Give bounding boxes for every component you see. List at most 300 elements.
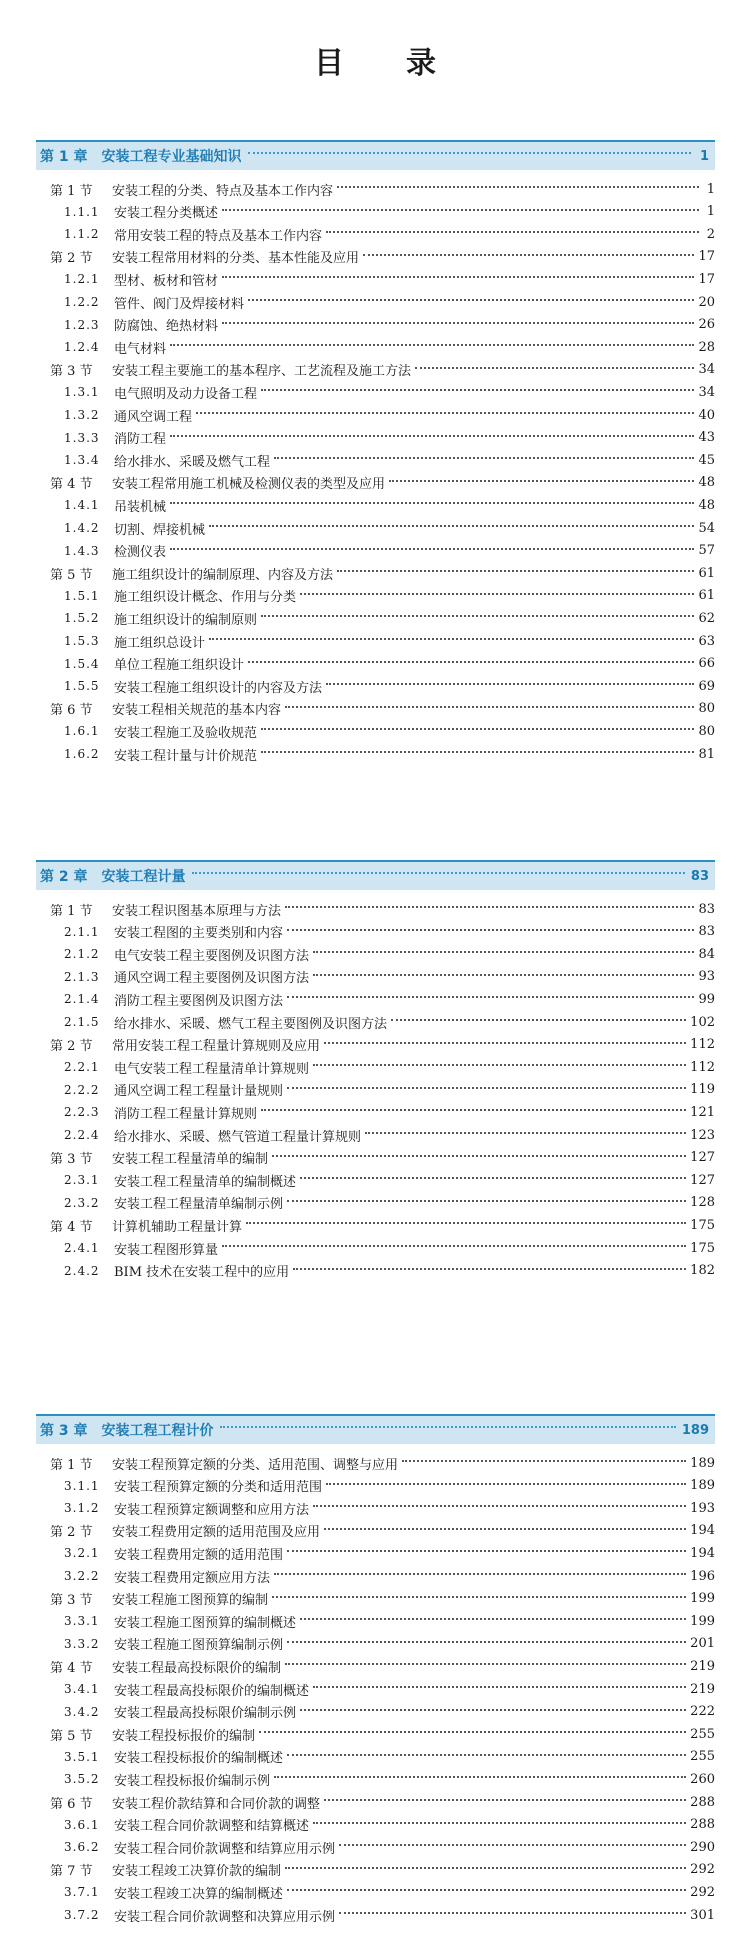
entry-number: 2.1.3 (64, 969, 100, 984)
entry-title: 电气安装工程工程量清单计算规则 (114, 1061, 310, 1077)
section-entry[interactable] (50, 1859, 715, 1881)
entry-title: 安装工程费用定额的适用范围 (114, 1547, 284, 1563)
dot-leader (337, 186, 699, 188)
entry-number: 1.1.2 (64, 227, 100, 242)
dot-leader (261, 1109, 686, 1111)
entry-number: 3.7.2 (64, 1908, 100, 1922)
entry-title: 给水排水、采暖、燃气工程主要图例及识图方法 (114, 1016, 388, 1032)
entry-number: 2.4.2 (64, 1263, 100, 1278)
entry-number: 第 7 节 (50, 1864, 93, 1880)
dot-leader (300, 1618, 686, 1620)
entry-page-number: 182 (690, 1263, 715, 1279)
subsection-entry[interactable] (64, 720, 715, 742)
dot-leader (326, 683, 694, 685)
entry-title: 电气照明及动力设备工程 (114, 386, 258, 402)
dot-leader (170, 344, 694, 346)
dot-leader (324, 1042, 686, 1044)
subsection-entry[interactable] (64, 743, 715, 765)
entry-page-number: 199 (690, 1613, 715, 1629)
page-title (0, 38, 750, 82)
section-entry[interactable] (50, 1147, 715, 1169)
dot-leader (402, 1460, 686, 1462)
dot-leader (170, 435, 694, 437)
entry-title: 安装工程费用定额应用方法 (114, 1570, 271, 1586)
entry-title: 安装工程投标报价编制示例 (114, 1773, 271, 1789)
entry-page-number: 292 (690, 1884, 715, 1900)
dot-leader (259, 1731, 686, 1733)
entry-title: 安装工程识图基本原理与方法 (112, 903, 282, 919)
entry-page-number: 40 (698, 407, 715, 423)
dot-leader (300, 1709, 686, 1711)
entry-title: 切割、焊接机械 (114, 522, 206, 538)
entry-number: 第 6 节 (50, 1796, 93, 1812)
subsection-entry[interactable] (64, 1746, 715, 1768)
title-char-2: 录 (406, 46, 436, 81)
entry-title: 安装工程主要施工的基本程序、工艺流程及施工方法 (112, 364, 412, 380)
entry-page-number: 61 (698, 588, 715, 604)
dot-leader (287, 1087, 686, 1089)
chapter-heading[interactable] (36, 860, 715, 890)
entry-number: 第 1 节 (50, 1457, 93, 1473)
entry-page-number: 28 (698, 339, 715, 355)
dot-leader (365, 1132, 686, 1134)
entry-page-number: 57 (698, 543, 715, 559)
entry-page-number: 123 (690, 1127, 715, 1143)
section-entry[interactable] (50, 1655, 715, 1677)
entry-title: 安装工程最高投标限价编制示例 (114, 1706, 297, 1722)
entry-title: 防腐蚀、绝热材料 (114, 319, 219, 335)
section-entry[interactable] (50, 1588, 715, 1610)
entry-page-number: 288 (690, 1817, 715, 1833)
dot-leader (324, 1799, 686, 1801)
entry-title: 安装工程费用定额的适用范围及应用 (112, 1525, 321, 1541)
entry-number: 第 3 节 (50, 1152, 93, 1168)
dot-leader (313, 951, 694, 953)
subsection-entry[interactable] (64, 223, 715, 245)
entry-number: 1.4.1 (64, 498, 100, 513)
section-entry[interactable] (50, 178, 715, 200)
entry-number: 1.5.5 (64, 679, 100, 694)
subsection-entry[interactable] (64, 449, 715, 471)
entry-page-number: 1 (706, 181, 715, 197)
entry-number: 1.5.4 (64, 656, 100, 671)
entry-title: 安装工程图的主要类别和内容 (114, 926, 284, 942)
subsection-entry[interactable] (64, 607, 715, 629)
entry-page-number: 222 (690, 1704, 715, 1720)
entry-page-number: 93 (698, 969, 715, 985)
dot-leader (326, 231, 699, 233)
subsection-entry[interactable] (64, 1701, 715, 1723)
entry-number: 1.1.1 (64, 204, 100, 219)
entry-page-number: 34 (698, 384, 715, 400)
entry-number: 第 3 节 (50, 364, 93, 380)
section-entry[interactable] (50, 1214, 715, 1236)
entry-title: 安装工程投标报价的编制 (112, 1728, 256, 1744)
entry-number: 2.4.1 (64, 1241, 100, 1255)
entry-page-number: 292 (690, 1862, 715, 1878)
entry-number: 1.5.3 (64, 634, 100, 648)
entry-number: 3.1.2 (64, 1501, 100, 1516)
entry-number: 1.2.4 (64, 340, 100, 355)
subsection-entry[interactable] (64, 675, 715, 697)
subsection-entry[interactable] (64, 1056, 715, 1078)
chapter-title: 第 3 章 安装工程工程计价 (40, 1423, 214, 1439)
dot-leader (248, 152, 692, 154)
entry-title: 安装工程分类概述 (114, 206, 219, 222)
entry-page-number: 69 (698, 678, 715, 694)
dot-leader (196, 412, 694, 414)
subsection-entry[interactable] (64, 1260, 715, 1282)
entry-number: 3.3.2 (64, 1636, 100, 1651)
entry-page-number: 121 (690, 1104, 715, 1120)
entry-page-number: 201 (690, 1636, 715, 1652)
subsection-entry[interactable] (64, 1565, 715, 1587)
dot-leader (274, 457, 694, 459)
dot-leader (287, 1200, 686, 1202)
entry-number: 3.4.1 (64, 1682, 100, 1696)
entry-page-number: 288 (690, 1794, 715, 1810)
entry-title: 管件、阀门及焊接材料 (114, 296, 245, 312)
entry-title: 电气安装工程主要图例及识图方法 (114, 948, 310, 964)
chapter-heading[interactable] (36, 1414, 715, 1444)
subsection-entry[interactable] (64, 1192, 715, 1214)
section-entry[interactable] (50, 562, 715, 584)
chapter-title: 第 1 章 安装工程专业基础知识 (40, 149, 242, 165)
entry-title: 施工组织总设计 (114, 635, 206, 651)
entry-number: 1.3.3 (64, 430, 100, 445)
dot-leader (287, 929, 694, 931)
chapter-page-number: 1 (699, 148, 709, 164)
dot-leader (220, 1426, 676, 1428)
entry-number: 1.2.1 (64, 272, 100, 287)
section-entry[interactable] (50, 1723, 715, 1745)
dot-leader (415, 367, 694, 369)
entry-number: 2.1.4 (64, 992, 100, 1007)
section-entry[interactable] (50, 359, 715, 381)
section-entry[interactable] (50, 472, 715, 494)
entry-title: 通风空调工程工程量计量规则 (114, 1084, 284, 1100)
entry-number: 1.3.1 (64, 385, 100, 400)
entry-number: 1.5.2 (64, 611, 100, 626)
entry-page-number: 196 (690, 1568, 715, 1584)
entry-page-number: 80 (698, 723, 715, 739)
entry-page-number: 301 (690, 1907, 715, 1923)
entry-number: 第 2 节 (50, 1525, 93, 1541)
entry-title: 安装工程施工组织设计的内容及方法 (114, 680, 323, 696)
entry-title: 安装工程预算定额调整和应用方法 (114, 1502, 310, 1518)
dot-leader (287, 996, 694, 998)
entry-title: 安装工程施工图预算的编制概述 (114, 1615, 297, 1631)
entry-number: 2.3.2 (64, 1195, 100, 1210)
entry-page-number: 34 (698, 362, 715, 378)
section-entry[interactable] (50, 246, 715, 268)
entry-number: 3.1.1 (64, 1478, 100, 1493)
entry-title: 给水排水、采暖及燃气工程 (114, 454, 271, 470)
subsection-entry[interactable] (64, 427, 715, 449)
dot-leader (300, 1177, 686, 1179)
entry-page-number: 189 (690, 1478, 715, 1494)
subsection-entry[interactable] (64, 921, 715, 943)
subsection-entry[interactable] (64, 314, 715, 336)
subsection-entry[interactable] (64, 517, 715, 539)
chapter-heading[interactable] (36, 140, 715, 170)
entry-page-number: 48 (698, 497, 715, 513)
dot-leader (324, 1528, 686, 1530)
entry-title: 通风空调工程 (114, 409, 193, 425)
entry-page-number: 194 (690, 1523, 715, 1539)
entry-number: 2.1.1 (64, 924, 100, 939)
entry-number: 3.5.1 (64, 1749, 100, 1764)
entry-title: 电气材料 (114, 341, 167, 357)
dot-leader (389, 480, 694, 482)
entry-number: 1.4.3 (64, 543, 100, 558)
dot-leader (337, 570, 694, 572)
entry-title: BIM 技术在安装工程中的应用 (114, 1265, 290, 1281)
subsection-entry[interactable] (64, 1169, 715, 1191)
title-char-1: 目 (314, 46, 344, 81)
subsection-entry[interactable] (64, 1904, 715, 1926)
entry-page-number: 45 (698, 452, 715, 468)
entry-title: 安装工程预算定额的分类、适用范围、调整与应用 (112, 1457, 399, 1473)
entry-number: 第 4 节 (50, 477, 93, 493)
entry-page-number: 81 (698, 746, 715, 762)
dot-leader (285, 1867, 686, 1869)
subsection-entry[interactable] (64, 1497, 715, 1519)
entry-title: 安装工程竣工决算的编制概述 (114, 1886, 284, 1902)
entry-page-number: 112 (690, 1059, 715, 1075)
entry-number: 1.6.1 (64, 724, 100, 739)
entry-number: 第 5 节 (50, 1728, 93, 1744)
entry-number: 1.2.2 (64, 295, 100, 309)
entry-title: 吊装机械 (114, 499, 167, 515)
subsection-entry[interactable] (64, 988, 715, 1010)
subsection-entry[interactable] (64, 268, 715, 290)
entry-page-number: 43 (698, 430, 715, 446)
entry-number: 第 4 节 (50, 1660, 93, 1676)
entry-number: 3.2.1 (64, 1546, 100, 1561)
dot-leader (285, 906, 694, 908)
entry-page-number: 99 (698, 991, 715, 1007)
subsection-entry[interactable] (64, 1475, 715, 1497)
dot-leader (313, 1064, 686, 1066)
entry-number: 第 1 节 (50, 903, 93, 919)
entry-number: 1.3.4 (64, 453, 100, 468)
dot-leader (293, 1268, 686, 1270)
entry-title: 施工组织设计的编制原理、内容及方法 (112, 567, 334, 583)
section-entry[interactable] (50, 1034, 715, 1056)
subsection-entry[interactable] (64, 1237, 715, 1259)
subsection-entry[interactable] (64, 291, 715, 313)
entry-page-number: 127 (690, 1172, 715, 1188)
entry-title: 安装工程合同价款调整和结算概述 (114, 1819, 310, 1835)
chapter-page-number: 83 (690, 868, 709, 884)
entry-number: 第 1 节 (50, 183, 93, 199)
section-entry[interactable] (50, 1520, 715, 1542)
dot-leader (339, 1844, 686, 1846)
subsection-entry[interactable] (64, 404, 715, 426)
chapter-title: 第 2 章 安装工程计量 (40, 869, 186, 885)
entry-title: 安装工程工程量清单编制示例 (114, 1197, 284, 1213)
entry-page-number: 17 (698, 271, 715, 287)
entry-title: 安装工程施工图预算的编制 (112, 1593, 269, 1609)
entry-page-number: 290 (690, 1839, 715, 1855)
entry-page-number: 62 (698, 610, 715, 626)
entry-number: 2.2.3 (64, 1105, 100, 1120)
dot-leader (222, 1245, 686, 1247)
entry-title: 安装工程图形算量 (114, 1242, 219, 1258)
entry-number: 1.2.3 (64, 317, 100, 332)
entry-title: 检测仪表 (114, 545, 167, 561)
dot-leader (300, 593, 694, 595)
entry-number: 3.5.2 (64, 1772, 100, 1787)
dot-leader (313, 974, 694, 976)
entry-page-number: 219 (690, 1658, 715, 1674)
entry-title: 安装工程投标报价的编制概述 (114, 1751, 284, 1767)
subsection-entry[interactable] (64, 1011, 715, 1033)
entry-page-number: 175 (690, 1240, 715, 1256)
dot-leader (248, 299, 694, 301)
section-entry[interactable] (50, 698, 715, 720)
entry-page-number: 83 (698, 924, 715, 940)
entry-number: 1.5.1 (64, 588, 100, 603)
entry-title: 安装工程竣工决算价款的编制 (112, 1864, 282, 1880)
dot-leader (246, 1222, 686, 1224)
subsection-entry[interactable] (64, 1881, 715, 1903)
entry-page-number: 83 (698, 901, 715, 917)
entry-title: 安装工程最高投标限价的编制概述 (114, 1683, 310, 1699)
entry-title: 给水排水、采暖、燃气管道工程量计算规则 (114, 1129, 362, 1145)
entry-page-number: 1 (706, 204, 715, 220)
dot-leader (287, 1754, 686, 1756)
entry-number: 2.3.1 (64, 1173, 100, 1188)
subsection-entry[interactable] (64, 943, 715, 965)
entry-page-number: 219 (690, 1681, 715, 1697)
dot-leader (261, 751, 694, 753)
dot-leader (285, 1663, 686, 1665)
entry-number: 第 5 节 (50, 567, 93, 583)
entry-page-number: 119 (690, 1082, 715, 1098)
entry-number: 3.3.1 (64, 1614, 100, 1629)
entry-title: 消防工程工程量计算规则 (114, 1106, 258, 1122)
entry-title: 常用安装工程工程量计算规则及应用 (112, 1039, 321, 1055)
entry-title: 单位工程施工组织设计 (114, 658, 245, 674)
subsection-entry[interactable] (64, 1610, 715, 1632)
subsection-entry[interactable] (64, 1814, 715, 1836)
section-entry[interactable] (50, 898, 715, 920)
entry-page-number: 194 (690, 1545, 715, 1561)
subsection-entry[interactable] (64, 540, 715, 562)
subsection-entry[interactable] (64, 336, 715, 358)
entry-number: 1.3.2 (64, 408, 100, 422)
entry-title: 型材、板材和管材 (114, 273, 219, 289)
subsection-entry[interactable] (64, 1678, 715, 1700)
entry-title: 安装工程相关规范的基本内容 (112, 703, 282, 719)
entry-page-number: 102 (690, 1014, 715, 1030)
entry-title: 安装工程计量与计价规范 (114, 748, 258, 764)
entry-title: 安装工程合同价款调整和决算应用示例 (114, 1909, 336, 1925)
subsection-entry[interactable] (64, 630, 715, 652)
entry-page-number: 63 (698, 633, 715, 649)
dot-leader (391, 1019, 686, 1021)
dot-leader (222, 209, 699, 211)
dot-leader (261, 389, 694, 391)
entry-number: 2.1.5 (64, 1015, 100, 1029)
dot-leader (274, 1776, 686, 1778)
entry-page-number: 175 (690, 1217, 715, 1233)
dot-leader (326, 1483, 686, 1485)
dot-leader (313, 1686, 686, 1688)
entry-title: 安装工程常用材料的分类、基本性能及应用 (112, 251, 360, 267)
entry-page-number: 48 (698, 475, 715, 491)
entry-title: 安装工程工程量清单的编制概述 (114, 1174, 297, 1190)
entry-page-number: 20 (698, 294, 715, 310)
dot-leader (209, 638, 694, 640)
dot-leader (170, 502, 694, 504)
subsection-entry[interactable] (64, 966, 715, 988)
entry-title: 安装工程价款结算和合同价款的调整 (112, 1796, 321, 1812)
subsection-entry[interactable] (64, 494, 715, 516)
entry-page-number: 128 (690, 1195, 715, 1211)
entry-title: 安装工程的分类、特点及基本工作内容 (112, 183, 334, 199)
entry-number: 3.4.2 (64, 1704, 100, 1719)
entry-page-number: 2 (706, 226, 715, 242)
entry-title: 安装工程施工图预算编制示例 (114, 1638, 284, 1654)
dot-leader (313, 1822, 686, 1824)
subsection-entry[interactable] (64, 1124, 715, 1146)
entry-page-number: 112 (690, 1037, 715, 1053)
subsection-entry[interactable] (64, 1836, 715, 1858)
dot-leader (248, 661, 694, 663)
dot-leader (261, 728, 694, 730)
entry-page-number: 54 (698, 520, 715, 536)
dot-leader (339, 1912, 686, 1914)
subsection-entry[interactable] (64, 585, 715, 607)
entry-number: 3.6.2 (64, 1840, 100, 1855)
entry-title: 安装工程常用施工机械及检测仪表的类型及应用 (112, 477, 386, 493)
section-entry[interactable] (50, 1791, 715, 1813)
dot-leader (222, 322, 694, 324)
entry-page-number: 255 (690, 1726, 715, 1742)
entry-title: 消防工程 (114, 432, 167, 448)
subsection-entry[interactable] (64, 1768, 715, 1790)
entry-title: 施工组织设计的编制原则 (114, 612, 258, 628)
entry-number: 1.4.2 (64, 521, 100, 535)
dot-leader (272, 1596, 686, 1598)
dot-leader (274, 1573, 686, 1575)
entry-page-number: 193 (690, 1500, 715, 1516)
entry-page-number: 260 (690, 1771, 715, 1787)
entry-number: 第 6 节 (50, 703, 93, 719)
dot-leader (222, 276, 694, 278)
subsection-entry[interactable] (64, 201, 715, 223)
entry-number: 1.6.2 (64, 747, 100, 761)
entry-page-number: 66 (698, 656, 715, 672)
subsection-entry[interactable] (64, 381, 715, 403)
dot-leader (287, 1889, 686, 1891)
dot-leader (285, 706, 694, 708)
subsection-entry[interactable] (64, 1633, 715, 1655)
dot-leader (261, 615, 694, 617)
entry-number: 3.7.1 (64, 1885, 100, 1900)
entry-page-number: 189 (690, 1455, 715, 1471)
subsection-entry[interactable] (64, 653, 715, 675)
section-entry[interactable] (50, 1452, 715, 1474)
entry-title: 计算机辅助工程量计算 (112, 1219, 243, 1235)
chapter-page-number: 189 (681, 1422, 709, 1438)
subsection-entry[interactable] (64, 1079, 715, 1101)
subsection-entry[interactable] (64, 1542, 715, 1564)
subsection-entry[interactable] (64, 1101, 715, 1123)
